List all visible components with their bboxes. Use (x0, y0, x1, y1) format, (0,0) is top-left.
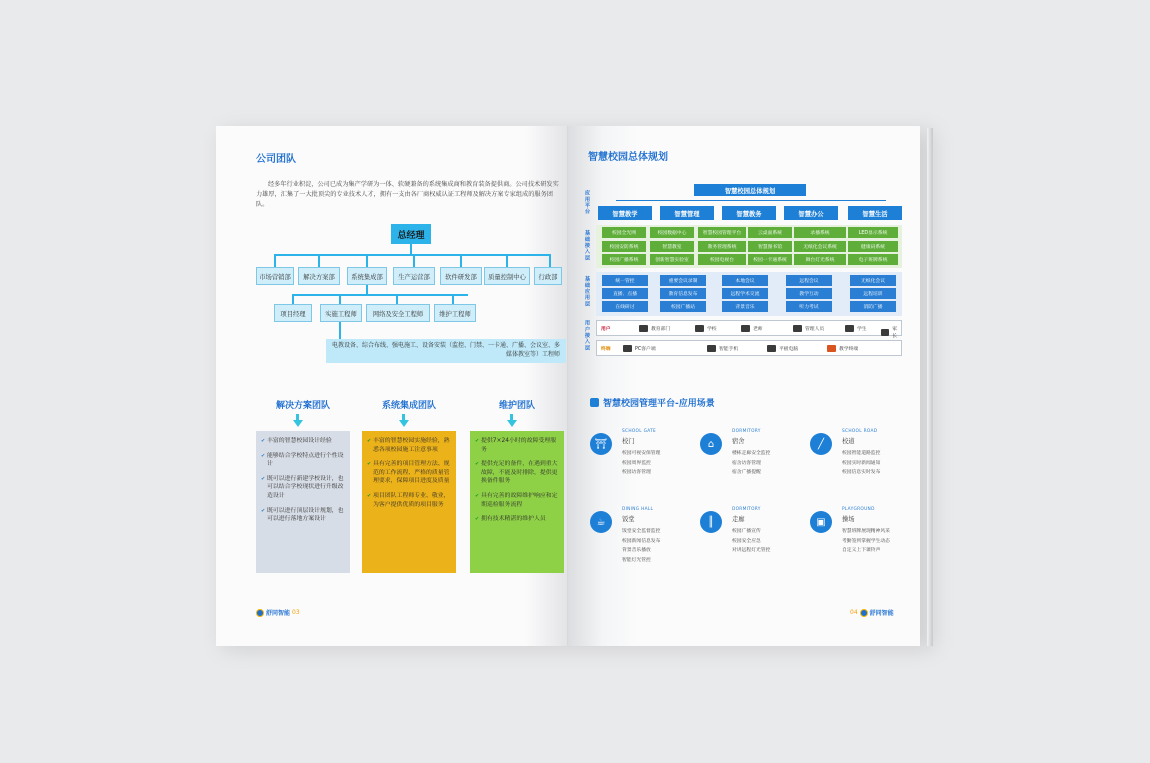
parent-icon (881, 329, 889, 336)
terminal-label: 平板电脑 (779, 347, 799, 352)
team-title-integration: 系统集成团队 (381, 401, 436, 411)
scene-item: 校园访客管理 (622, 470, 651, 475)
infra-cell: 校园安防系统 (602, 241, 646, 252)
scene-en-label: SCHOOL GATE (622, 429, 657, 434)
org-connector (549, 254, 551, 267)
scene-en-label: DORMITORY (732, 507, 761, 512)
arrow-down-icon (399, 420, 409, 427)
infra-cell: LED显示系统 (848, 227, 898, 238)
scene-en-label: SCHOOL ROAD (842, 429, 878, 434)
infra-cell: 舞台灯光系统 (794, 254, 846, 265)
team-item: ✔ 既可以进行新建学校设计，也可以结合学校现状进行升级改造设计 (261, 475, 345, 501)
team-item: ✔ 既可以进行顶层设计规划，也可以进行落地方案设计 (261, 507, 345, 524)
org-connector (452, 294, 454, 304)
org-connector (410, 244, 412, 254)
right-page-edge (927, 128, 933, 646)
org-connector (339, 322, 341, 340)
scene-cn-label: 校道 (842, 438, 855, 445)
infra-cell: 智慧教室 (650, 241, 694, 252)
scene-item: 楼栋走廊安全监控 (732, 451, 771, 456)
side-label-base-apps: 基础应用层 (584, 276, 590, 307)
org-connector (318, 254, 320, 267)
scene-cn-label: 宿舍 (732, 438, 745, 445)
org-dept-quality: 质量控制中心 (484, 267, 530, 285)
right-page-title: 智慧校园总体规划 (588, 152, 668, 163)
logo-text: 舒同智能 (266, 610, 291, 617)
terminal-row-tag: 终端 (601, 347, 611, 352)
logo-text: 舒同智能 (869, 610, 894, 617)
page-number: 03 (292, 609, 300, 616)
user-education-dept (639, 325, 670, 332)
base-app-cell: 消防广播 (850, 301, 896, 312)
scene-cn-label: 操场 (842, 516, 855, 523)
terminal-label: PC客户端 (635, 347, 656, 352)
org-connector (274, 254, 276, 267)
app-smart-management: 智慧管理 (660, 206, 714, 220)
scene-item: 背景音乐播放 (622, 548, 651, 553)
student-icon (845, 325, 854, 332)
corridor-icon: ║ (700, 511, 722, 533)
teacher-icon (741, 325, 750, 332)
org-dept-operations: 生产运营部 (393, 267, 435, 285)
logo-icon (860, 609, 868, 617)
platform-title: 智慧校园总体规划 (694, 184, 806, 196)
infra-cell: 云桌面系统 (748, 227, 792, 238)
platform-connector (616, 200, 886, 201)
building-icon (639, 325, 648, 332)
org-connector (506, 254, 508, 267)
school-icon (695, 325, 704, 332)
base-app-cell: 校园广播站 (660, 301, 706, 312)
org-connector (292, 294, 468, 296)
org-dept-software: 软件研发部 (440, 267, 482, 285)
team-box-solution (256, 431, 350, 573)
scenes-header (590, 396, 715, 409)
page-number: 04 (850, 609, 858, 616)
logo-icon (256, 609, 264, 617)
user-school (695, 325, 717, 332)
base-app-cell: 背景音乐 (722, 301, 768, 312)
infra-cell: 录播系统 (794, 227, 846, 238)
scene-cn-label: 饭堂 (622, 516, 635, 523)
user-row (596, 320, 902, 339)
intro-paragraph: 经多年行业积淀，公司已成为集产学研为一体、软硬兼备的系统集成商和教育装备提供商。公司技术研发实力雄厚，汇集了一大批顶尖的专业技术人才，拥有一支由各厂商权威认证工程师及解决方案专家组成的服务团队。 (256, 181, 559, 208)
org-connector (366, 254, 368, 267)
user-row-tag: 用户 (601, 327, 611, 332)
scene-item: 考勤签到掌握学生动态 (842, 538, 890, 544)
app-smart-life: 智慧生活 (848, 206, 902, 220)
scene-en-label: PLAYGROUND (842, 507, 875, 512)
base-app-cell: 在线研讨 (602, 301, 648, 312)
team-item: ✔ 丰富的智慧校园设计经验 (261, 437, 345, 446)
scene-item: 智慧班牌展现精神风采 (842, 529, 890, 534)
base-app-cell: 远程培训 (850, 288, 896, 299)
infra-cell: 校园一卡通系统 (748, 254, 792, 265)
org-role-network-security: 网络及安全工程师 (366, 304, 430, 322)
terminal-teaching (827, 345, 858, 352)
base-app-cell: 听力考试 (786, 301, 832, 312)
team-item: ✔ 丰富的智慧校园实施经验，熟悉各项校园施工注意事项 (367, 437, 451, 454)
tablet-icon (767, 345, 776, 352)
app-smart-office: 智慧办公 (784, 206, 838, 220)
scene-item: 校园智能道路监控 (842, 451, 881, 456)
scene-item: 校园安全应急 (732, 538, 761, 544)
dining-icon: ☕ (590, 511, 612, 533)
arrow-down-icon (293, 420, 303, 427)
org-dept-admin: 行政部 (534, 267, 562, 285)
left-page-title: 公司团队 (256, 154, 296, 165)
scene-item: 宿舍访客管理 (732, 460, 761, 466)
base-app-cell: 教学互动 (786, 288, 832, 299)
scene-item: 校园可视安保管理 (622, 451, 661, 456)
scene-item: 对讲远程灯光管控 (732, 548, 771, 553)
org-engineers-note: 电教设备、综合布线、强电施工、设备安装（监控、门禁、一卡通、广播、会议室、多媒体教室等）工程师 (326, 339, 566, 363)
terminal-row (596, 340, 902, 356)
shield-icon (590, 398, 599, 407)
scene-item: 校园新闻信息发布 (622, 538, 661, 544)
base-app-cell: 远程学术交流 (722, 288, 768, 299)
infra-cell: 智慧图书馆 (748, 241, 792, 252)
terminal-pc (623, 345, 656, 352)
terminal-label: 教学终端 (839, 347, 859, 352)
user-parent (881, 325, 901, 339)
user-student (845, 325, 867, 332)
left-footer-logo (256, 608, 300, 617)
scene-item: 智能灯光管控 (622, 557, 651, 563)
team-item: ✔ 拥有技术精湛的维护人员 (475, 515, 559, 524)
infra-cell: 无纸化会议系统 (794, 241, 846, 252)
org-connector (292, 294, 294, 304)
side-label-apps: 应用平台 (584, 190, 590, 215)
base-app-cell: 重要会议录制 (660, 275, 706, 286)
infra-cell: 教务管理系统 (698, 241, 746, 252)
user-label: 管理人员 (805, 327, 825, 332)
infra-cell: 校园数据中心 (650, 227, 694, 238)
scenes-title: 智慧校园管理平台-应用场景 (603, 399, 715, 409)
base-app-cell: 本地会议 (722, 275, 768, 286)
infra-cell: 校园电视台 (698, 254, 746, 265)
infra-cell: 校园全光网 (602, 227, 646, 238)
scene-en-label: DINING HALL (622, 507, 654, 512)
team-item: ✔ 具有完善的项目管理方法、规范的工作流程、严格的质量管理要求，保障项目进度及质量 (367, 460, 451, 486)
base-app-cell: 直播、点播 (602, 288, 648, 299)
scene-item: 饭堂安全监督监控 (622, 529, 661, 534)
right-page (568, 126, 920, 646)
playground-icon: ▣ (810, 511, 832, 533)
teaching-terminal-icon (827, 345, 836, 352)
manager-icon (793, 325, 802, 332)
user-label: 老师 (753, 327, 763, 332)
scene-item: 校园广播宣传 (732, 529, 761, 534)
team-item: ✔ 提供7×24小时的故障受理服务 (475, 437, 559, 454)
base-app-cell: 教育信息发布 (660, 288, 706, 299)
user-manager (793, 325, 824, 332)
scene-item: 宿舍广播提醒 (732, 470, 761, 475)
infra-cell: 电子班牌系统 (848, 254, 898, 265)
org-dept-solution: 解决方案部 (298, 267, 340, 285)
org-role-project-manager: 项目经理 (274, 304, 312, 322)
team-title-maintenance: 维护团队 (498, 401, 535, 411)
user-label: 学生 (857, 327, 867, 332)
terminal-phone (707, 345, 738, 352)
app-smart-academic: 智慧教务 (722, 206, 776, 220)
scene-item: 自定义上下课铃声 (842, 548, 881, 553)
side-label-infra: 基础接入层 (584, 230, 590, 261)
scene-item: 校园信息实时发布 (842, 470, 881, 475)
org-connector (339, 294, 341, 304)
scene-cn-label: 走廊 (732, 516, 745, 523)
org-dept-marketing: 市场营销部 (256, 267, 294, 285)
team-item: ✔ 具有完善的故障维护响应和定期巡检服务流程 (475, 492, 559, 509)
side-label-user-access: 用户接入层 (584, 320, 590, 351)
infra-cell: 智慧校园管理平台 (698, 227, 746, 238)
scene-item: 校园实时新闻通知 (842, 460, 881, 466)
team-title-solution: 解决方案团队 (275, 401, 330, 411)
org-role-implementation: 实施工程师 (320, 304, 362, 322)
dorm-icon: ⌂ (700, 433, 722, 455)
team-item: ✔ 项目团队工程师专业、敬业，为客户提供优质的项目服务 (367, 492, 451, 509)
desktop-icon (623, 345, 632, 352)
user-label: 学校 (707, 327, 717, 332)
user-label: 家长 (892, 327, 898, 339)
app-smart-teaching: 智慧教学 (598, 206, 652, 220)
base-app-cell: 统一管控 (602, 275, 648, 286)
scene-cn-label: 校门 (622, 438, 635, 445)
phone-icon (707, 345, 716, 352)
team-item: ✔ 能够结合学校特点进行个性设计 (261, 452, 345, 469)
arrow-down-icon (507, 420, 517, 427)
team-box-integration (362, 431, 456, 573)
terminal-tablet (767, 345, 798, 352)
org-general-manager: 总经理 (391, 224, 431, 244)
terminal-label: 智能手机 (719, 347, 739, 352)
team-box-maintenance (470, 431, 564, 573)
infra-cell: 校园广播系统 (602, 254, 646, 265)
gate-icon: ⛩ (590, 433, 612, 455)
org-connector (396, 294, 398, 304)
right-footer-logo (850, 608, 894, 617)
org-dept-integration: 系统集成部 (347, 267, 387, 285)
road-icon: ╱ (810, 433, 832, 455)
infra-cell: 健康码系统 (848, 241, 898, 252)
left-page (216, 126, 568, 646)
base-app-cell: 无纸化会议 (850, 275, 896, 286)
org-connector (366, 285, 368, 294)
org-connector (460, 254, 462, 267)
org-connector (413, 254, 415, 267)
base-app-cell: 远程会议 (786, 275, 832, 286)
user-label: 教育部门 (651, 327, 671, 332)
scene-en-label: DORMITORY (732, 429, 761, 434)
user-teacher (741, 325, 763, 332)
infra-cell: 创新智慧实验室 (650, 254, 694, 265)
scene-item: 校园周界监控 (622, 460, 651, 466)
team-item: ✔ 提供充足的备件，在遇到重大故障，不能及时排除，提供更换备件服务 (475, 460, 559, 486)
org-role-maintenance: 维护工程师 (434, 304, 476, 322)
